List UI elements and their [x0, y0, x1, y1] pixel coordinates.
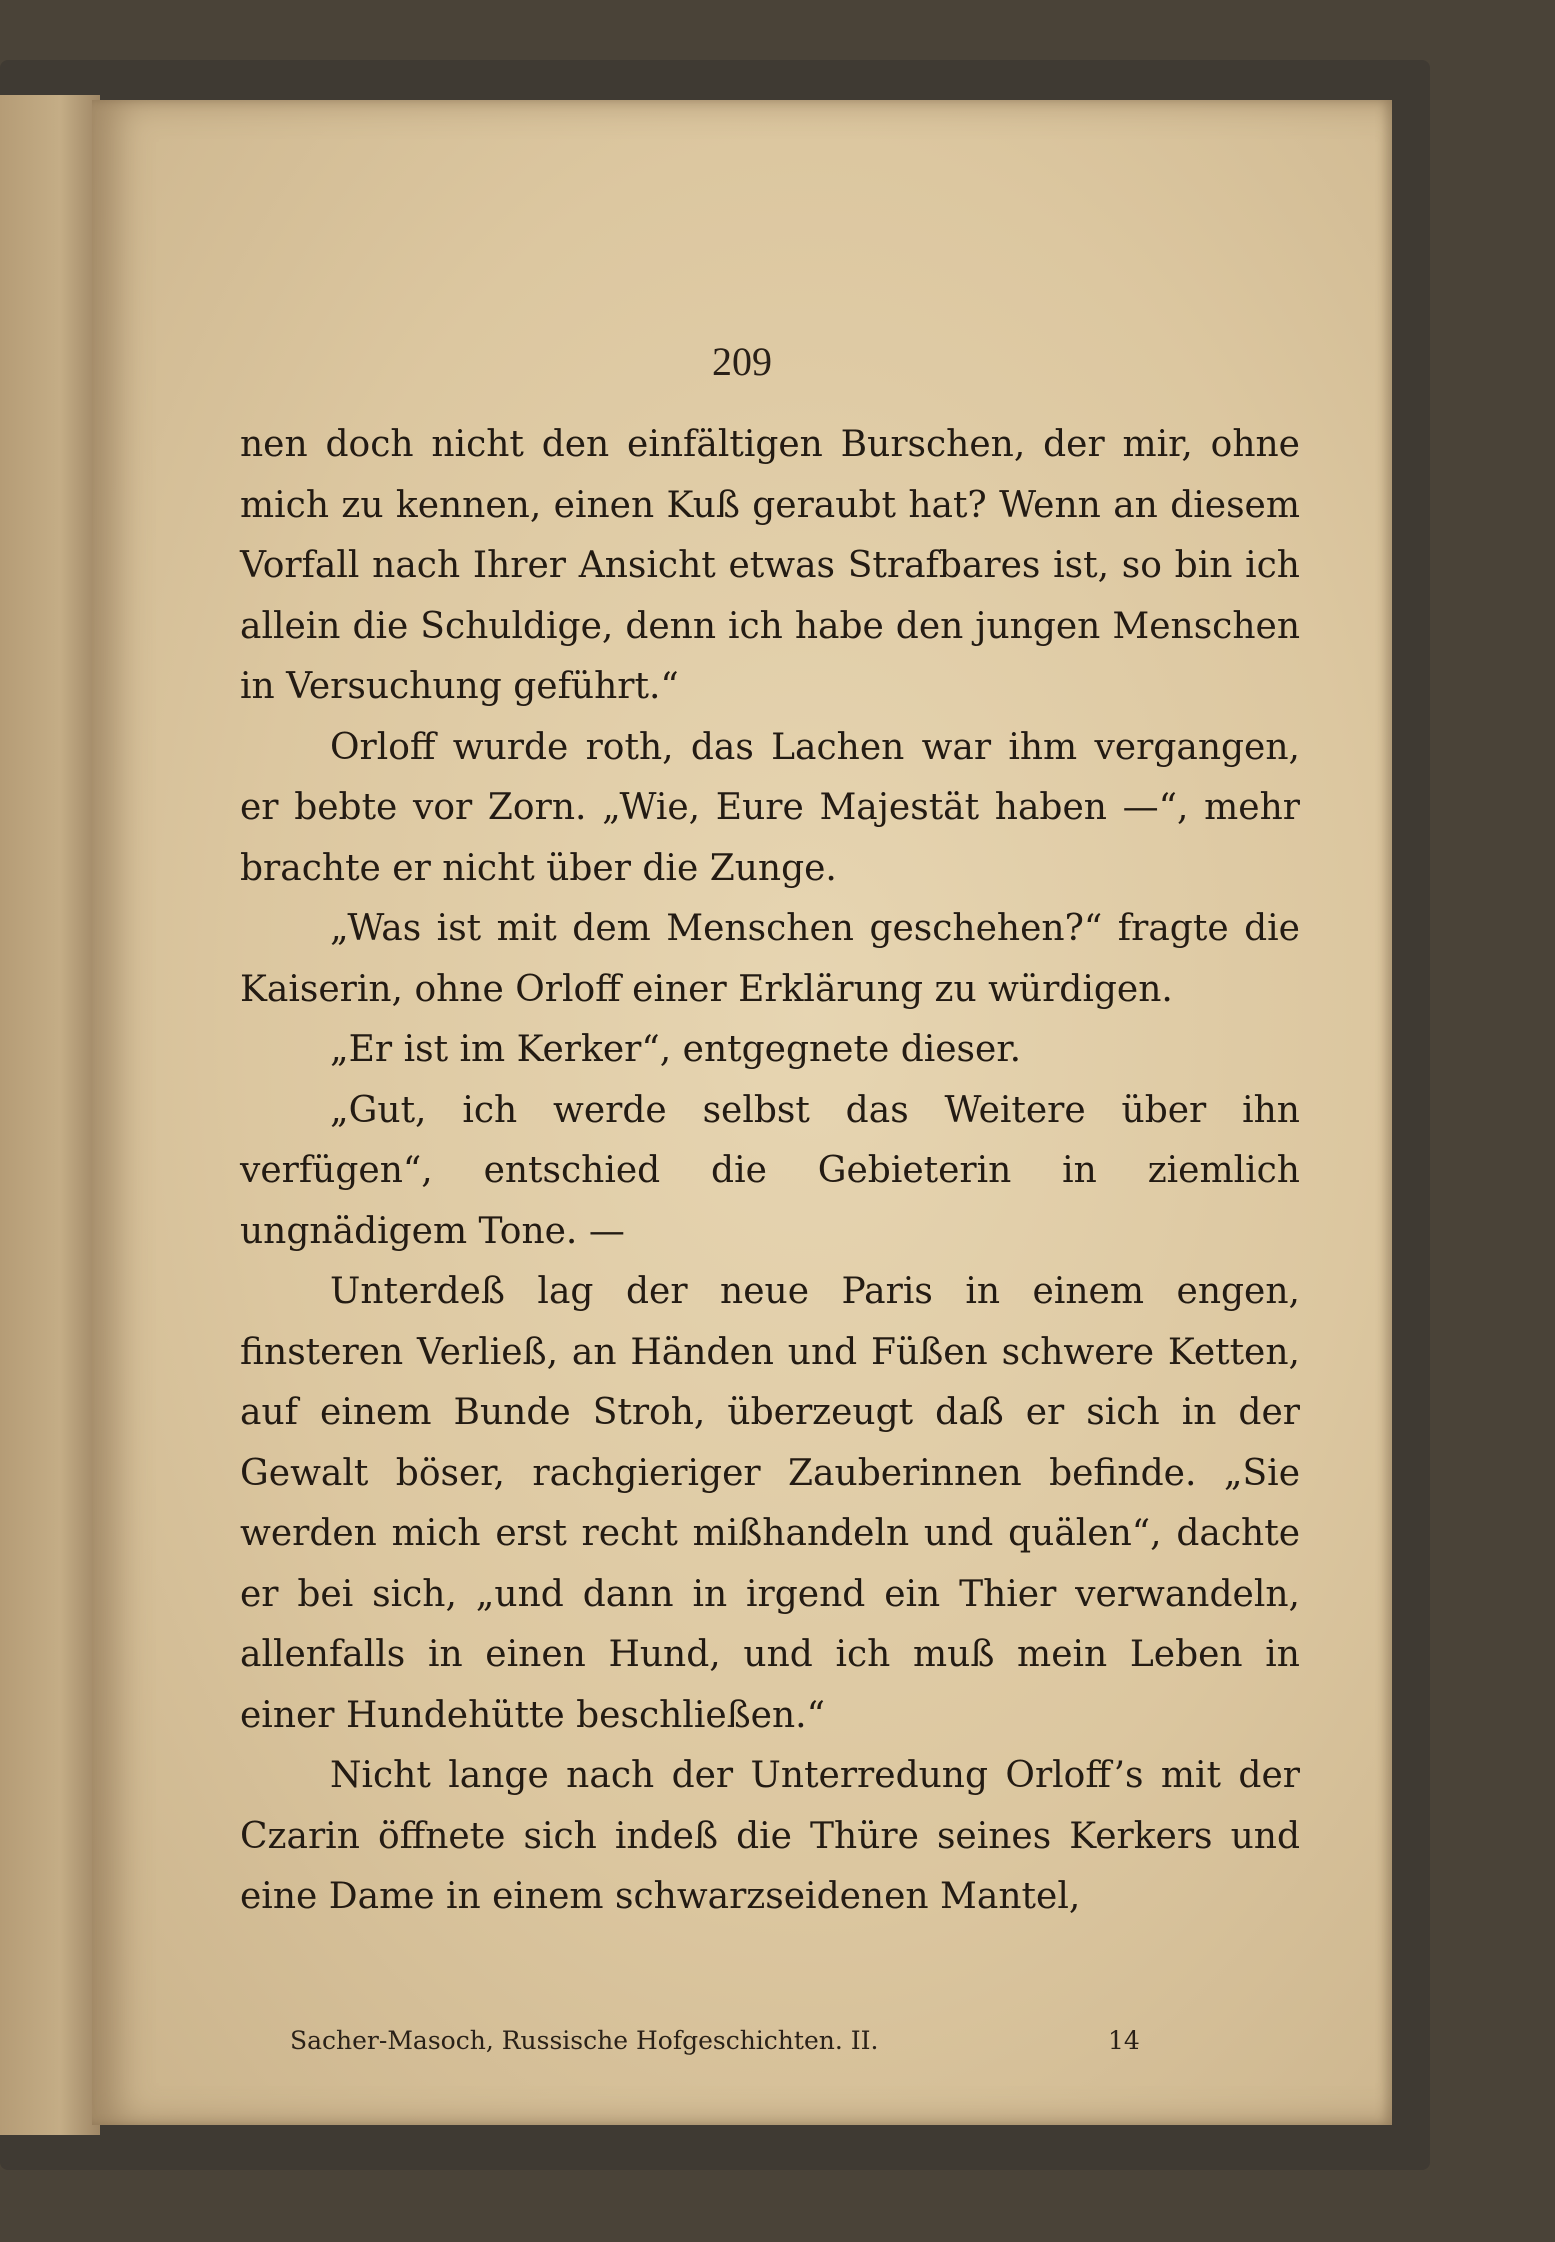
paragraph: „Gut, ich werde selbst das Weitere über ihn verfügen“, entschied die Gebieterin in ziemlich ungnädigem Tone. — [240, 1089, 1300, 1252]
footer-book-title: Sacher-Masoch, Russische Hofgeschichten. II. [290, 2026, 879, 2055]
paragraph: „Er ist im Kerker“, entgegnete dieser. [330, 1029, 1022, 1070]
book-page [92, 100, 1392, 2125]
page-footer [290, 2026, 1170, 2055]
left-page-edge [0, 95, 100, 2135]
page-text [240, 415, 1300, 1928]
paragraph: Nicht lange nach der Unterredung Orloff’s mit der Czarin öffnete sich indeß die Thüre seines Kerkers und eine Dame in einem schwarzseidenen Mantel, [240, 1755, 1300, 1917]
page-number: 209 [712, 339, 772, 384]
paragraph: nen doch nicht den einfältigen Burschen, der mir, ohne mich zu kennen, einen Kuß geraubt hat? Wenn an diesem Vorfall nach Ihrer Ansicht etwas Strafbares ist, so bin ich allein die Schuldige, denn ich habe den jungen Menschen in Versuchung geführt.“ [240, 424, 1300, 707]
paragraph: Unterdeß lag der neue Paris in einem engen, finsteren Verließ, an Händen und Füßen schwere Ketten, auf einem Bunde Stroh, überzeugt daß er sich in der Gewalt böser, rachgieriger Zauberinnen befinde. „Sie werden mich erst recht mißhandeln und quälen“, dachte er bei sich, „und dann in irgend ein Thier verwandeln, allenfalls in einen Hund, und ich muß mein Leben in einer Hundehütte beschließen.“ [240, 1271, 1300, 1736]
paragraph: „Was ist mit dem Menschen geschehen?“ fragte die Kaiserin, ohne Orloff einer Erklärung zu würdigen. [240, 908, 1300, 1010]
paragraph: Orloff wurde roth, das Lachen war ihm vergangen, er bebte vor Zorn. „Wie, Eure Majestät haben —“, mehr brachte er nicht über die Zunge. [240, 726, 1300, 889]
footer-signature: 14 [1108, 2026, 1140, 2055]
